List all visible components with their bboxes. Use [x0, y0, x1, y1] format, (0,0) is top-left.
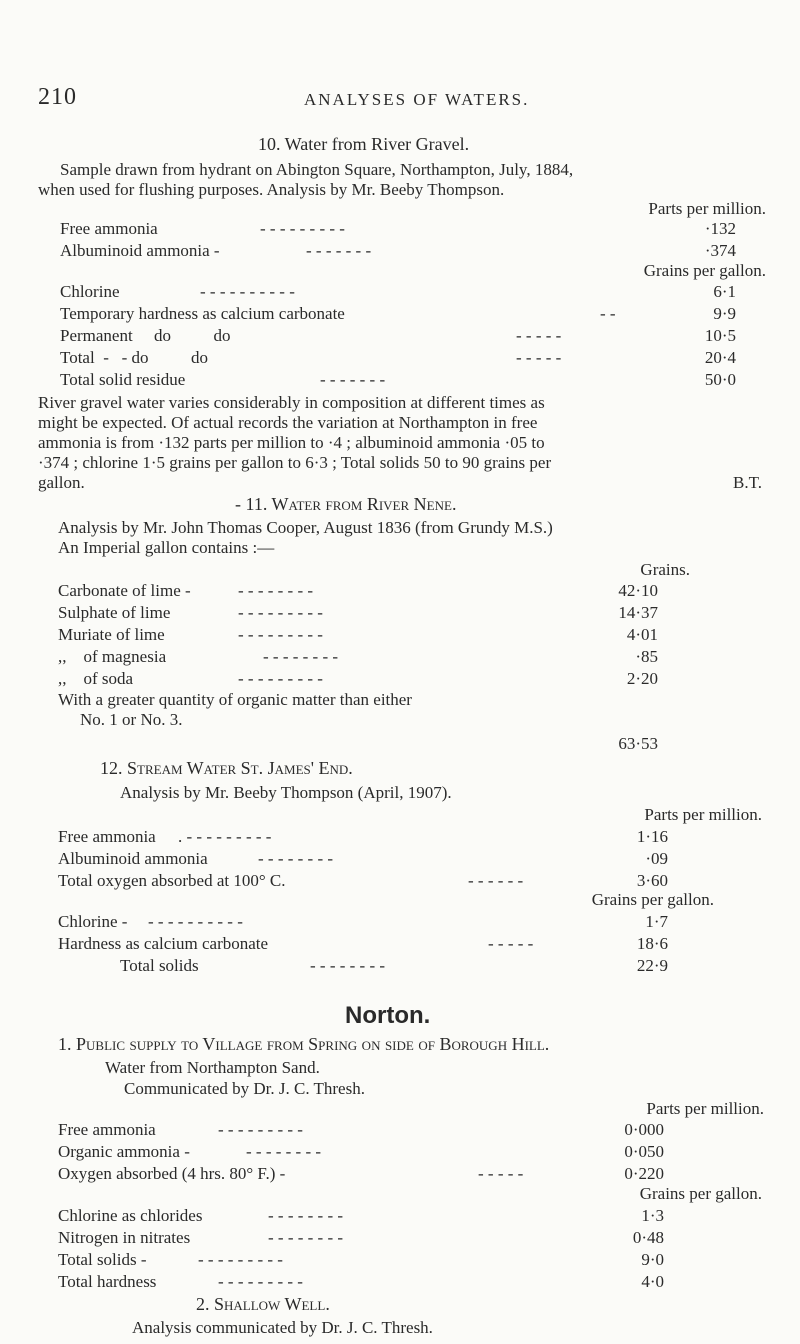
row-label: Total solid residue [60, 370, 186, 389]
norton-1-subtitle: Water from Northampton Sand. [105, 1058, 320, 1077]
table-row [60, 281, 736, 303]
leader-dots: - - - - - - - - [238, 581, 314, 600]
leader-dots: - - - - - - - - - [238, 603, 323, 622]
table-row [58, 826, 668, 848]
table-row [120, 955, 668, 977]
row-label: Chlorine [60, 282, 120, 301]
section-10-note-1: River gravel water varies considerably in composition at different times as [38, 393, 545, 412]
table-row [58, 1163, 664, 1185]
row-label: Chlorine - [58, 912, 128, 931]
row-label: Total oxygen absorbed at 100° C. [58, 871, 286, 890]
leader-dots: - - - - - - - - [263, 647, 339, 666]
norton-2-intro: Analysis communicated by Dr. J. C. Thresh. [132, 1318, 433, 1337]
section-11-title: - 11. Water from River Nene. [235, 494, 457, 514]
row-label: Total hardness [58, 1272, 157, 1291]
section-10-title: 10. Water from River Gravel. [258, 134, 470, 154]
leader-dots: - - - - - - - - [246, 1142, 322, 1161]
row-value: ·09 [645, 849, 668, 868]
table-row [60, 325, 736, 347]
row-label: Organic ammonia - [58, 1142, 190, 1161]
table-row [58, 848, 668, 870]
leader-dots: - - - - - [488, 934, 534, 953]
table-row [60, 369, 736, 391]
row-label: Albuminoid ammonia - [60, 241, 220, 260]
row-label: Chlorine as chlorides [58, 1206, 203, 1225]
norton-1-unit-ppm: Parts per million. [646, 1099, 764, 1118]
row-value: 50·0 [704, 370, 736, 389]
leader-dots: - - - - - - - - [268, 1206, 344, 1225]
leader-dots: - - - - - - - [306, 241, 372, 260]
leader-dots: - - - - - - [468, 871, 524, 890]
leader-dots: - - - - - [516, 326, 562, 345]
row-value: 2·20 [626, 669, 658, 688]
section-11-intro-2: An Imperial gallon contains :— [58, 538, 275, 557]
table-row [58, 1119, 664, 1141]
row-value: 1·3 [641, 1206, 664, 1225]
row-label: Permanent do do [60, 326, 231, 345]
table-row [58, 870, 668, 892]
leader-dots: - - - - - [516, 348, 562, 367]
table-row [58, 1249, 664, 1271]
table-row [58, 1205, 664, 1227]
leader-dots: - - - - - - - - - [238, 625, 323, 644]
row-value: 1·16 [636, 827, 668, 846]
row-label: Total - - do do [60, 348, 209, 367]
norton-1-communicated: Communicated by Dr. J. C. Thresh. [124, 1079, 365, 1098]
section-12-unit-grains: Grains per gallon. [591, 890, 714, 909]
section-11-unit: Grains. [640, 560, 690, 579]
section-10-note-2: might be expected. Of actual records the variation at Northampton in free [38, 413, 538, 432]
leader-dots: - - - - - - - - - [218, 1120, 303, 1139]
section-10-unit-ppm: Parts per million. [648, 199, 766, 218]
row-value: 14·37 [618, 603, 658, 622]
table-row [58, 624, 658, 646]
row-value: 0·050 [624, 1142, 664, 1161]
row-label: Carbonate of lime - [58, 581, 191, 600]
section-10-initials: B.T. [733, 473, 762, 492]
norton-1-unit-grains: Grains per gallon. [639, 1184, 762, 1203]
norton-2-title: 2. Shallow Well. [196, 1294, 330, 1314]
row-value: 9·9 [713, 304, 736, 323]
row-value: ·132 [704, 219, 736, 238]
row-label: Total solids - [58, 1250, 147, 1269]
row-label: Free ammonia [58, 827, 156, 846]
row-value: 3·60 [636, 871, 668, 890]
norton-heading: Norton. [345, 1002, 431, 1029]
leader-dots: - - - - - - - - - [260, 219, 345, 238]
table-row [58, 646, 658, 668]
table-row [60, 347, 736, 369]
row-value: 9·0 [641, 1250, 664, 1269]
page-number: 210 [38, 84, 77, 110]
section-12-unit-ppm: Parts per million. [644, 805, 762, 824]
leader-dots: - - - - - - - - [258, 849, 334, 868]
norton-1-title: 1. Public supply to Village from Spring on side of Borough Hill. [58, 1034, 550, 1054]
section-10-note-5: gallon. [38, 473, 85, 492]
row-value: 18·6 [636, 934, 668, 953]
row-value: ·374 [704, 241, 736, 260]
leader-dots: - - - - - - - - [268, 1228, 344, 1247]
section-10-note-4: ·374 ; chlorine 1·5 grains per gallon to 6·3 ; Total solids 50 to 90 grains per [38, 453, 552, 472]
row-value: 10·5 [704, 326, 736, 345]
leader-dots: - - - - - [478, 1164, 524, 1183]
row-value: 42·10 [618, 581, 658, 600]
row-value: 0·000 [624, 1120, 664, 1139]
row-label: ,, of magnesia [58, 647, 167, 666]
row-label: Oxygen absorbed (4 hrs. 80° F.) - [58, 1164, 286, 1183]
row-value: 4·01 [626, 625, 658, 644]
row-label: Free ammonia [60, 219, 158, 238]
leader-dots: - - - - - - - - - - [148, 912, 243, 931]
section-10-intro-1: Sample drawn from hydrant on Abington Square, Northampton, July, 1884, [60, 160, 574, 179]
section-11-note-2: No. 1 or No. 3. [80, 710, 183, 729]
row-label: ,, of soda [58, 669, 134, 688]
row-value: 4·0 [641, 1272, 664, 1291]
row-label: Total solids [120, 956, 199, 975]
table-row [58, 580, 658, 602]
table-row [58, 1227, 664, 1249]
section-10-intro-2: when used for flushing purposes. Analysis by Mr. Beeby Thompson. [38, 180, 505, 199]
leader-dots: - - [600, 304, 616, 323]
row-label: Nitrogen in nitrates [58, 1228, 191, 1247]
leader-dots: - - - - - - - [320, 370, 386, 389]
table-row [58, 1271, 664, 1293]
row-label: Sulphate of lime [58, 603, 171, 622]
row-value: 0·220 [624, 1164, 664, 1183]
row-value: 20·4 [704, 348, 736, 367]
row-label: Albuminoid ammonia [58, 849, 208, 868]
table-row [60, 218, 736, 240]
row-label: Hardness as calcium carbonate [58, 934, 269, 953]
table-row [58, 911, 668, 933]
row-label: Free ammonia [58, 1120, 156, 1139]
row-value: 1·7 [645, 912, 668, 931]
row-label: Muriate of lime [58, 625, 165, 644]
section-12-intro: Analysis by Mr. Beeby Thompson (April, 1907). [120, 783, 452, 802]
table-row [58, 668, 658, 690]
table-row [60, 303, 736, 325]
row-value: 6·1 [713, 282, 736, 301]
leader-dots: . - - - - - - - - - [178, 827, 272, 846]
running-title: ANALYSES OF WATERS. [304, 90, 530, 109]
section-11-total: 63·53 [618, 734, 658, 753]
row-label: Temporary hardness as calcium carbonate [60, 304, 345, 323]
table-row [58, 1141, 664, 1163]
leader-dots: - - - - - - - - - [198, 1250, 283, 1269]
leader-dots: - - - - - - - - [310, 956, 386, 975]
section-10-note-3: ammonia is from ·132 parts per million to ·4 ; albuminoid ammonia ·05 to [38, 433, 545, 452]
section-11-intro-1: Analysis by Mr. John Thomas Cooper, August 1836 (from Grundy M.S.) [58, 518, 553, 537]
section-11-note-1: With a greater quantity of organic matter than either [58, 690, 412, 709]
row-value: 0·48 [632, 1228, 664, 1247]
row-value: ·85 [635, 647, 658, 666]
table-row [58, 602, 658, 624]
section-10-unit-grains: Grains per gallon. [643, 261, 766, 280]
section-12-title: 12. Stream Water St. James' End. [100, 758, 353, 778]
table-row [58, 933, 668, 955]
leader-dots: - - - - - - - - - - [200, 282, 295, 301]
row-value: 22·9 [636, 956, 668, 975]
leader-dots: - - - - - - - - - [238, 669, 323, 688]
table-row [60, 240, 736, 262]
leader-dots: - - - - - - - - - [218, 1272, 303, 1291]
